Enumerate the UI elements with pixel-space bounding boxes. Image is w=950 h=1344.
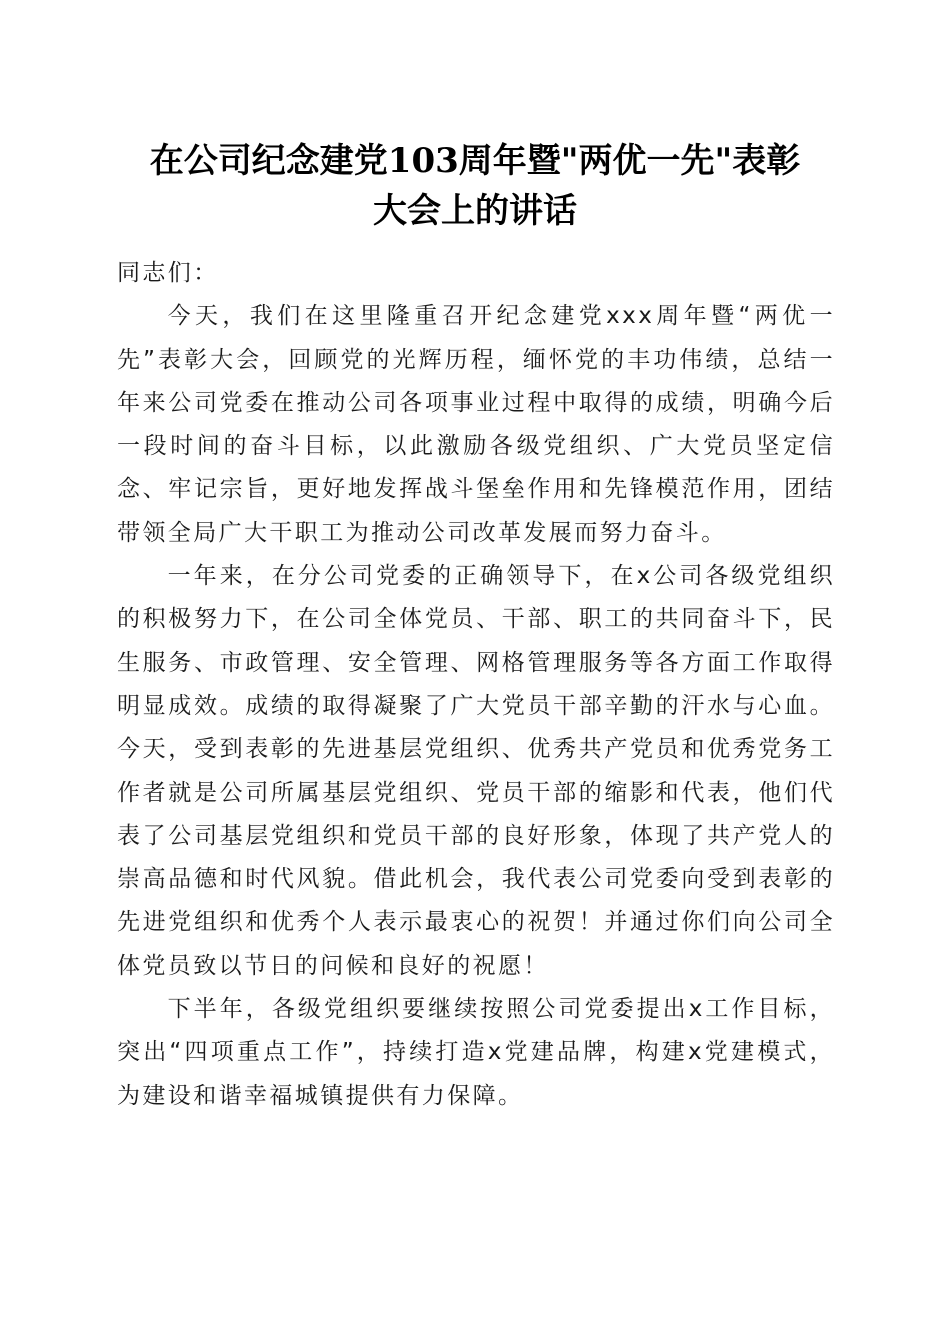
document-title xyxy=(100,136,850,236)
title-line-2: 大会上的讲话 xyxy=(373,191,577,231)
paragraph-2: 一年来，在分公司党委的正确领导下，在x公司各级党组织的积极努力下，在公司全体党员、干部、职工的共同奋斗下，民生服务、市政管理、安全管理、网格管理服务等各方面工作取得明显成效。成绩的取得凝聚了广大党员干部辛勤的汗水与心血。今天，受到表彰的先进基层党组织、优秀共产党员和优秀党务工作者就是公司所属基层党组织、党员干部的缩影和代表，他们代表了公司基层党组织和党员干部的良好形象，体现了共产党人的崇高品德和时代风貌。借此机会，我代表公司党委向受到表彰的先进党组织和优秀个人表示最衷心的祝贺！并通过你们向公司全体党员致以节日的问候和良好的祝愿！ xyxy=(117,563,835,979)
paragraph-3: 下半年，各级党组织要继续按照公司党委提出x工作目标，突出“四项重点工作”，持续打造x党建品牌，构建x党建模式，为建设和谐幸福城镇提供有力保障。 xyxy=(117,996,835,1109)
salutation: 同志们： xyxy=(117,260,219,286)
title-line-1: 在公司纪念建党103周年暨"两优一先"表彰 xyxy=(149,141,801,181)
paragraph-1: 今天，我们在这里隆重召开纪念建党xxx周年暨“两优一先”表彰大会，回顾党的光辉历程，缅怀党的丰功伟绩，总结一年来公司党委在推动公司各项事业过程中取得的成绩，明确今后一段时间的奋斗目标，以此激励各级党组织、广大党员坚定信念、牢记宗旨，更好地发挥战斗堡垒作用和先锋模范作用，团结带领全局广大干职工为推动公司改革发展而努力奋斗。 xyxy=(117,303,835,546)
document-body xyxy=(117,252,835,1118)
